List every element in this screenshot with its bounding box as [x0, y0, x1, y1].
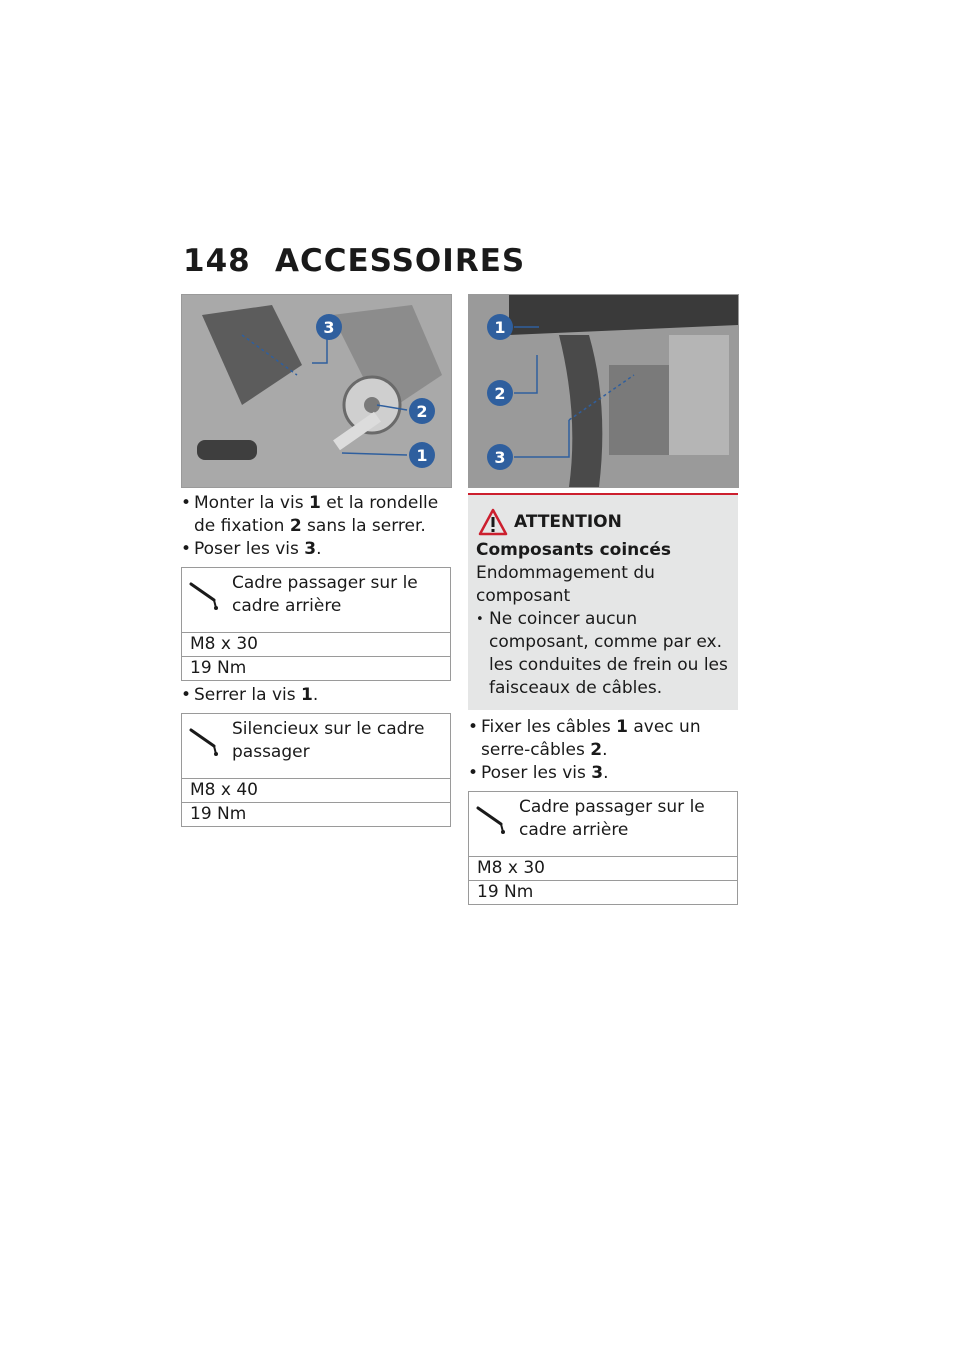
torque-wrench-icon [188, 580, 224, 610]
step-fit-screws: • Poser les vis 3. [181, 538, 451, 561]
torque-table [181, 713, 451, 827]
left-column [181, 492, 451, 830]
page-number: 148 [183, 243, 251, 279]
callout-1 [487, 314, 513, 340]
callout-3 [487, 444, 513, 470]
torque-description: Silencieux sur le cadre passager [182, 714, 450, 779]
chapter-title: ACCESSOIRES [275, 243, 526, 279]
warning-triangle-icon [478, 508, 508, 536]
left-photo [181, 294, 452, 488]
torque-wrench-icon [475, 804, 511, 834]
torque-description: Cadre passager sur le cadre arrière [182, 568, 450, 633]
torque-size: M8 x 30 [469, 857, 737, 881]
svg-text:2: 2 [494, 384, 506, 403]
callout-3 [316, 314, 342, 340]
page-header [183, 243, 525, 279]
right-photo-illustration [469, 295, 738, 487]
attention-box [468, 493, 738, 710]
torque-table [468, 791, 738, 905]
attention-consequence: Endommagement du composant [476, 563, 655, 606]
attention-instruction: • Ne coincer aucun composant, comme par ex. les conduites de frein ou les faisceaux de câbles. [476, 608, 730, 700]
right-column [468, 493, 738, 908]
torque-size: M8 x 40 [182, 779, 450, 803]
callout-1 [409, 442, 435, 468]
step-mount-screw: • Monter la vis 1 et la rondelle de fixation 2 sans la serrer. [181, 492, 451, 538]
attention-title: ATTENTION [514, 505, 730, 539]
step-tighten-screw: • Serrer la vis 1. [181, 684, 451, 707]
torque-wrench-icon [188, 726, 224, 756]
callout-2 [409, 398, 435, 424]
svg-text:1: 1 [416, 446, 428, 465]
step-fix-cables: • Fixer les câbles 1 avec un serre-câbles 2. [468, 716, 738, 762]
left-photo-illustration [182, 295, 451, 487]
svg-text:3: 3 [323, 318, 335, 337]
torque-value: 19 Nm [477, 882, 534, 902]
torque-value: 19 Nm [190, 658, 247, 678]
torque-size: M8 x 30 [182, 633, 450, 657]
torque-value: 19 Nm [190, 804, 247, 824]
attention-subtitle: Composants coincés [476, 540, 671, 560]
torque-table [181, 567, 451, 681]
svg-text:2: 2 [416, 402, 428, 421]
svg-text:3: 3 [494, 448, 506, 467]
step-fit-screws: • Poser les vis 3. [468, 762, 738, 785]
right-photo [468, 294, 739, 488]
callout-2 [487, 380, 513, 406]
svg-text:1: 1 [494, 318, 506, 337]
torque-description: Cadre passager sur le cadre arrière [469, 792, 737, 857]
